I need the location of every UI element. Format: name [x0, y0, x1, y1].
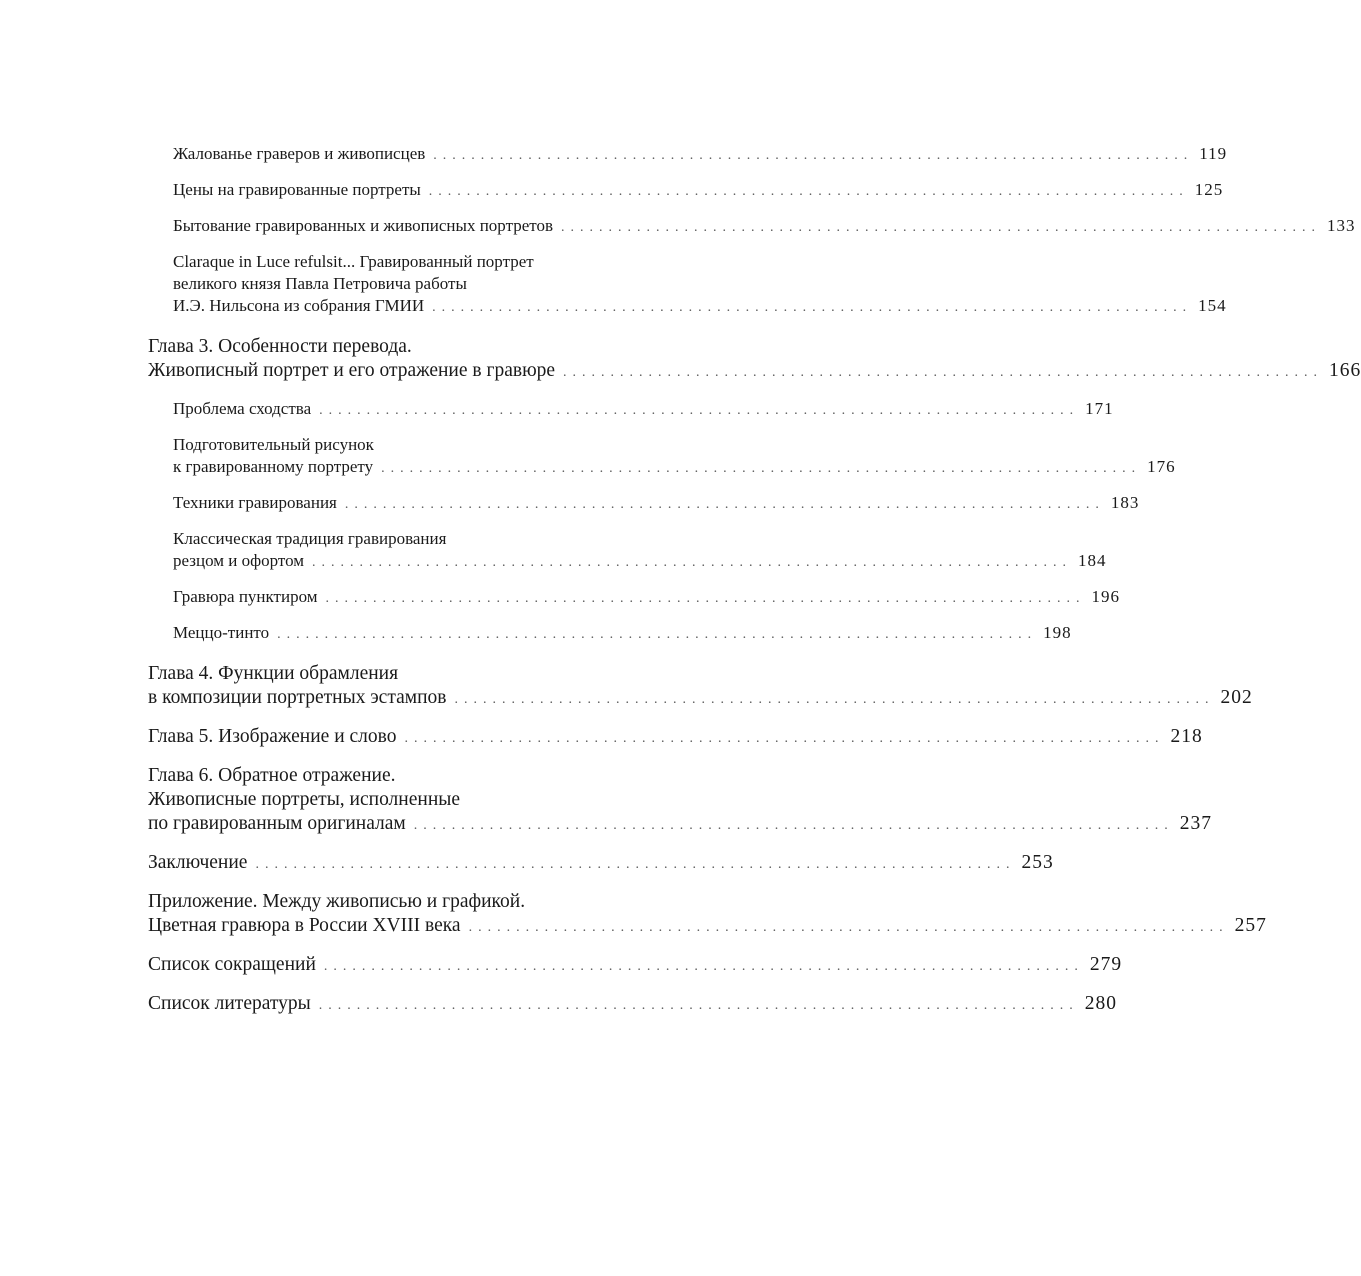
toc-section-entry: [173, 143, 1228, 167]
dot-leader: ................................................................................: [312, 555, 1073, 570]
dot-leader: ................................................................................: [432, 300, 1193, 315]
toc-entry-title-line: Список сокращений: [148, 954, 316, 975]
dot-leader: ................................................................................: [319, 403, 1080, 418]
toc-entry-row: [173, 456, 1176, 480]
dot-leader: ................................................................................: [468, 920, 1229, 935]
toc-page-number: 257: [1234, 915, 1267, 936]
toc-page-number: 119: [1199, 144, 1228, 163]
dot-leader: ................................................................................: [255, 857, 1016, 872]
toc-page-number: 171: [1085, 399, 1114, 418]
dot-leader: ................................................................................: [563, 365, 1324, 380]
dot-leader: ................................................................................: [344, 497, 1105, 512]
dot-leader: ................................................................................: [433, 148, 1194, 163]
dot-leader: ................................................................................: [318, 998, 1079, 1013]
toc-entry-title-line: Классическая традиция гравирования: [173, 529, 447, 548]
toc-entry-title-line: Глава 3. Особенности перевода.: [148, 336, 412, 357]
toc-section-entry: [173, 492, 1140, 516]
toc-chapter-entry: [148, 890, 1267, 940]
toc-page-number: 176: [1147, 457, 1176, 476]
toc-entry-title-line: Меццо-тинто: [173, 623, 270, 642]
toc-entry-row: [173, 295, 1227, 319]
toc-entry-title-line: Claraque in Luce refulsit... Гравированный портрет: [173, 252, 534, 271]
toc-entry-title-line: Живописный портрет и его отражение в гравюре: [148, 360, 556, 381]
toc-chapter-entry: [148, 992, 1117, 1018]
toc-entry-title-line: резцом и офортом: [173, 551, 305, 570]
toc-entry-row: [173, 550, 1107, 574]
toc-entry-row: [173, 586, 1121, 610]
toc-entry-title-line: в композиции портретных эстампов: [148, 687, 447, 708]
toc-entry-title-line: великого князя Павла Петровича работы: [173, 274, 467, 293]
toc-entry-row: [173, 398, 1114, 422]
toc-entry-row: [173, 215, 1356, 239]
toc-chapter-entry: [148, 953, 1123, 979]
toc-chapter-entry: [148, 764, 1213, 838]
toc-entry-row: [148, 851, 1054, 877]
dot-leader: ................................................................................: [323, 959, 1084, 974]
toc-entry-title-line: Цветная гравюра в России XVIII века: [148, 915, 461, 936]
toc-page-number: 198: [1043, 623, 1072, 642]
dot-leader: ................................................................................: [381, 461, 1142, 476]
toc-entry-row: [148, 914, 1267, 940]
toc-entry-title-line: Гравюра пунктиром: [173, 587, 318, 606]
toc-entry-row: [173, 179, 1224, 203]
toc-entry-row: [148, 953, 1123, 979]
toc-entry-row: [173, 143, 1228, 167]
toc-section-entry: [173, 622, 1072, 646]
toc-section-entry: [173, 586, 1121, 610]
toc-section-entry: [173, 434, 1176, 480]
toc-entry-title-line: И.Э. Нильсона из собрания ГМИИ: [173, 296, 425, 315]
toc-page-number: 125: [1194, 180, 1224, 199]
dot-leader: ................................................................................: [325, 591, 1086, 606]
table-of-contents: [148, 143, 1361, 1031]
toc-page-number: 253: [1021, 852, 1054, 873]
toc-entry-title-line: Бытование гравированных и живописных портретов: [173, 216, 553, 235]
toc-entry-row: [148, 359, 1361, 385]
toc-chapter-entry: [148, 662, 1253, 712]
toc-entry-title-line: Живописные портреты, исполненные: [148, 789, 461, 810]
toc-entry-title-line: Техники гравирования: [173, 493, 337, 512]
toc-page-number: 237: [1179, 813, 1213, 834]
toc-page-number: 202: [1220, 687, 1253, 708]
toc-entry-row: [173, 622, 1072, 646]
dot-leader: ................................................................................: [277, 627, 1038, 642]
toc-page-number: 218: [1170, 726, 1203, 747]
toc-entry-title-line: по гравированным оригиналам: [148, 813, 406, 834]
toc-entry-title-line: к гравированному портрету: [173, 457, 374, 476]
toc-entry-row: [148, 992, 1117, 1018]
toc-page-number: 183: [1110, 493, 1140, 512]
toc-entry-row: [173, 492, 1140, 516]
dot-leader: ................................................................................: [454, 692, 1215, 707]
toc-entry-title-line: Список литературы: [148, 993, 311, 1014]
toc-page-number: 196: [1091, 587, 1121, 606]
toc-chapter-entry: [148, 851, 1054, 877]
toc-entry-row: [148, 725, 1203, 751]
toc-page-number: 279: [1089, 954, 1123, 975]
toc-chapter-entry: [148, 725, 1203, 751]
toc-page-number: 166: [1329, 360, 1361, 381]
toc-page-number: 133: [1327, 216, 1356, 235]
dot-leader: ................................................................................: [404, 731, 1165, 746]
toc-section-entry: [173, 179, 1224, 203]
toc-entry-title-line: Глава 6. Обратное отражение.: [148, 765, 396, 786]
toc-chapter-entry: [148, 335, 1361, 385]
toc-section-entry: [173, 215, 1356, 239]
toc-entry-title-line: Цены на гравированные портреты: [173, 180, 421, 199]
toc-section-entry: [173, 528, 1107, 574]
dot-leader: ................................................................................: [428, 184, 1189, 199]
toc-page-number: 280: [1084, 993, 1117, 1014]
toc-entry-title-line: Заключение: [148, 852, 248, 873]
toc-entry-title-line: Глава 4. Функции обрамления: [148, 663, 399, 684]
dot-leader: ................................................................................: [561, 220, 1321, 235]
toc-entry-title-line: Жалованье граверов и живописцев: [173, 144, 426, 163]
toc-entry-title-line: Подготовительный рисунок: [173, 435, 374, 454]
toc-page-number: 154: [1198, 296, 1227, 315]
toc-entry-title-line: Глава 5. Изображение и слово: [148, 726, 397, 747]
dot-leader: ................................................................................: [413, 818, 1174, 833]
toc-entry-row: [148, 686, 1253, 712]
toc-entry-title-line: Проблема сходства: [173, 399, 312, 418]
toc-entry-row: [148, 812, 1213, 838]
toc-section-entry: [173, 398, 1114, 422]
toc-entry-title-line: Приложение. Между живописью и графикой.: [148, 891, 526, 912]
toc-section-entry: [173, 251, 1227, 319]
toc-page-number: 184: [1078, 551, 1107, 570]
